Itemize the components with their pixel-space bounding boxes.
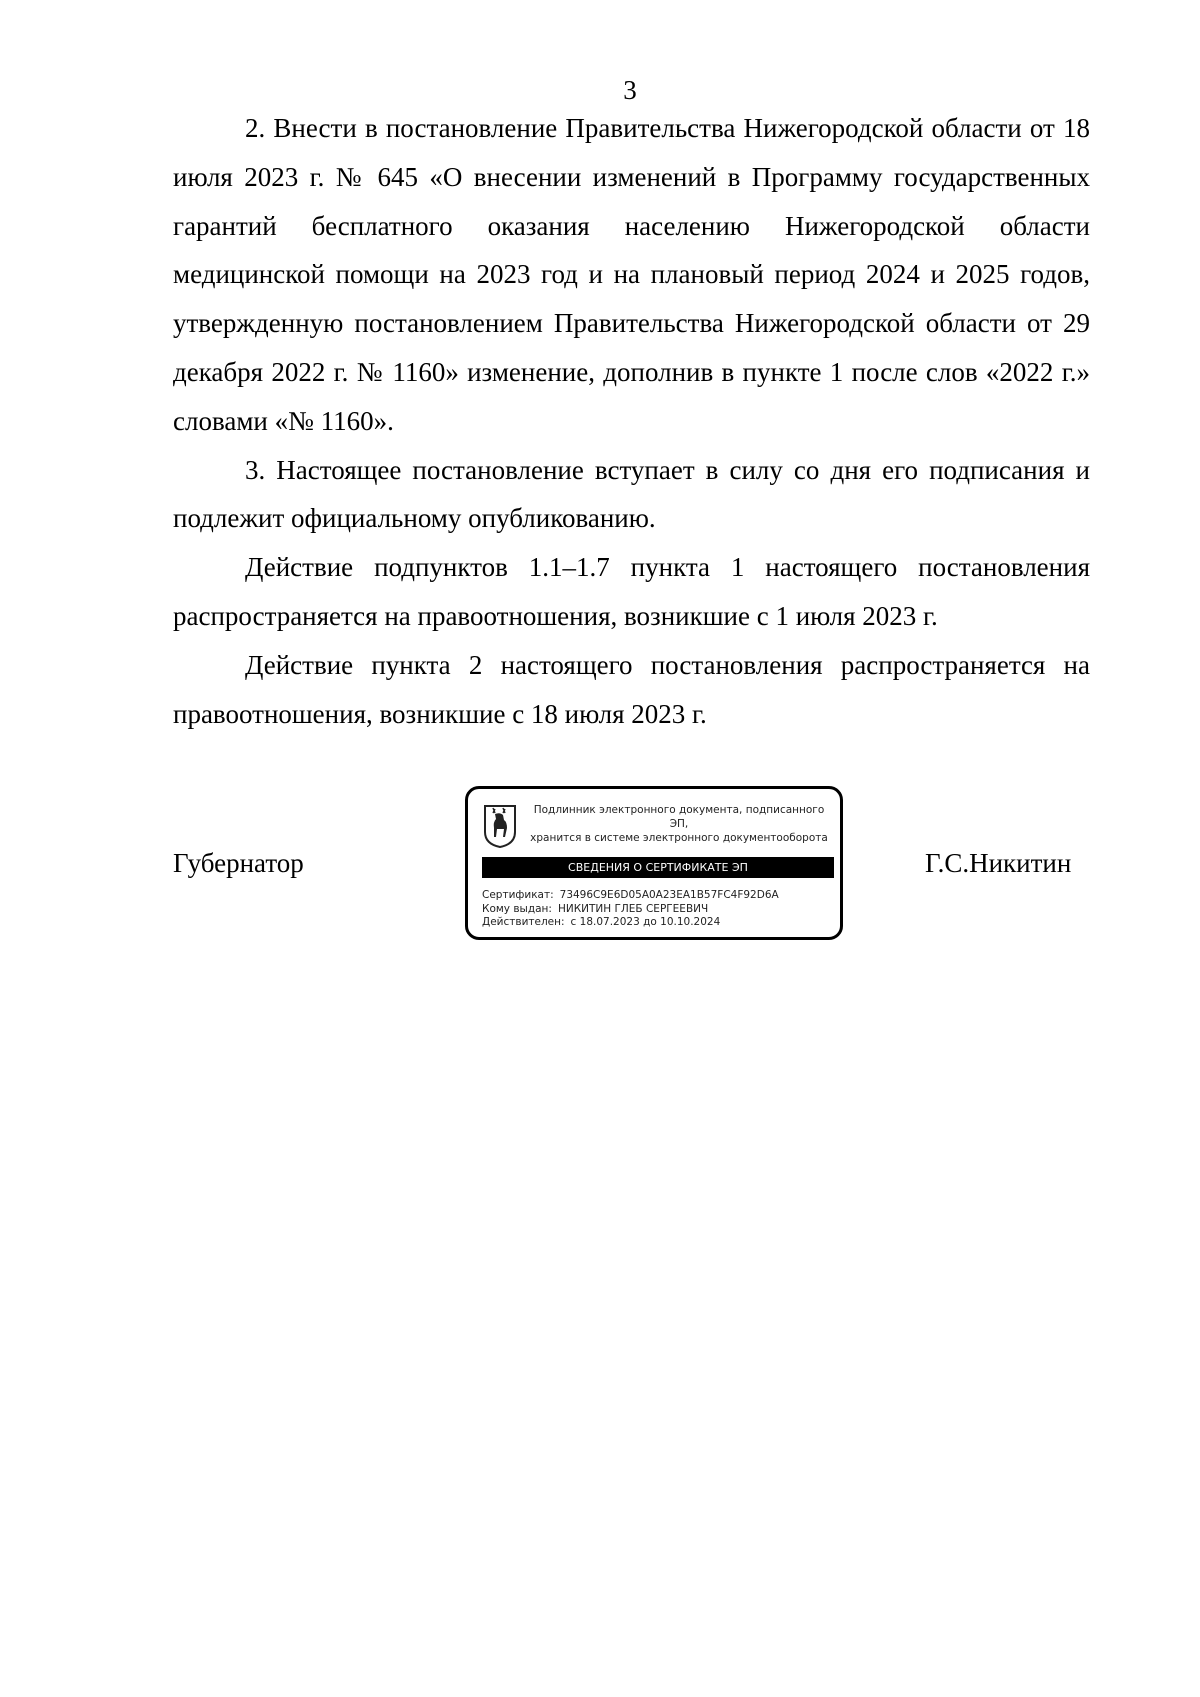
stamp-note-line: Подлинник электронного документа, подписанного ЭП, xyxy=(533,804,825,830)
document-body xyxy=(173,104,1090,738)
stamp-note-line: хранится в системе электронного документооборота xyxy=(530,832,828,844)
validity-line xyxy=(482,916,834,930)
validity-label: Действителен: xyxy=(482,916,565,928)
issued-to-line xyxy=(482,903,834,917)
paragraph-2-amendment: 2. Внести в постановление Правительства Нижегородской области от 18 июля 2023 г. № 645 «О внесении изменений в Программу государственных гарантий бесплатного оказания населению Нижегородской области медицинской помощи на 2023 год и на плановый период 2024 и 2025 годов, утвержденную постановлением Правительства Нижегородской области от 29 декабря 2022 г. № 1160» изменение, дополнив в пункте 1 после слов «2022 г.» словами «№ 1160». xyxy=(173,113,1090,436)
page-number: 3 xyxy=(623,75,637,105)
certificate-value: 73496C9E6D05A0A23EA1B57FC4F92D6A xyxy=(559,889,779,901)
paragraph-effect-subpoints: Действие подпунктов 1.1–1.7 пункта 1 настоящего постановления распространяется на правоотношения, возникшие с 1 июля 2023 г. xyxy=(173,552,1090,631)
issued-to-label: Кому выдан: xyxy=(482,902,552,915)
stamp-note xyxy=(526,803,832,845)
coat-of-arms-deer-icon xyxy=(483,804,517,848)
signatory-name: Г.С.Никитин xyxy=(925,848,1072,878)
certificate-label: Сертификат: xyxy=(482,889,554,901)
validity-value: с 18.07.2023 до 10.10.2024 xyxy=(570,916,721,928)
electronic-signature-stamp xyxy=(465,786,843,940)
paragraph-3-entry-into-force: 3. Настоящее постановление вступает в силу со дня его подписания и подлежит официальному опубликованию. xyxy=(173,454,1090,534)
signatory-title: Губернатор xyxy=(173,848,304,878)
certificate-line xyxy=(482,889,834,903)
certificate-details xyxy=(482,889,834,930)
issued-to-value: НИКИТИН ГЛЕБ СЕРГЕЕВИЧ xyxy=(557,902,709,915)
certificate-banner: СВЕДЕНИЯ О СЕРТИФИКАТЕ ЭП xyxy=(482,857,834,878)
paragraph-effect-point-2: Действие пункта 2 настоящего постановления распространяется на правоотношения, возникшие с 18 июля 2023 г. xyxy=(173,649,1090,729)
